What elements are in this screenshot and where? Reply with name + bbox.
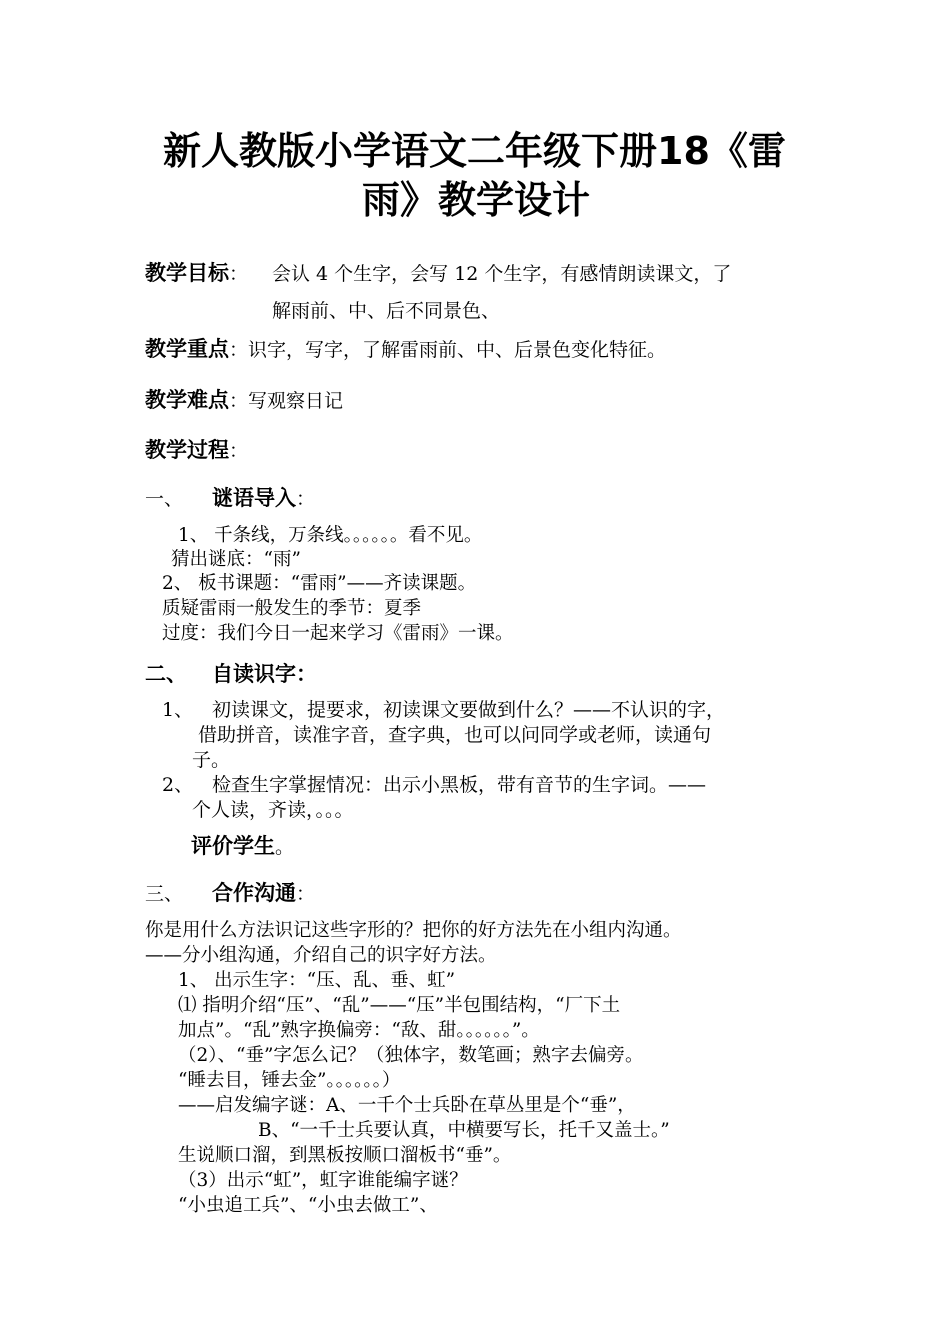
goals-text-line1: 会认 4 个生字，会写 12 个生字，有感情朗读课文，了 [272, 263, 732, 285]
section1-colon: ： [296, 488, 316, 510]
keypoints-text: ：识字，写字，了解雷雨前、中、后景色变化特征。 [229, 339, 667, 361]
section3-colon: ： [296, 883, 316, 905]
section1-heading [212, 488, 315, 509]
section2-title: 自读识字： [212, 662, 317, 686]
keypoints-row [145, 339, 666, 360]
doc-title-line2: 雨》教学设计 [362, 178, 591, 222]
section3-line: （3）出示“虹”，虹字谁能编字谜？ [178, 1170, 468, 1191]
section2-number: 二、 [145, 662, 187, 686]
difficulty-label: 教学难点 [145, 388, 229, 412]
section2-item1-line1: 初读课文，提要求，初读课文要做到什么？——不认识的字， [212, 699, 726, 721]
section2-evaluation [191, 836, 294, 857]
doc-title-line1: 新人教版小学语文二年级下册18《雷 [163, 129, 786, 173]
section3-line: 1、 出示生字：“压、乱、垂、虹” [178, 970, 456, 991]
section1-line: 过度：我们今日一起来学习《雷雨》一课。 [162, 623, 514, 644]
section3-line: “睡去目，锤去金”。。。。。。） [178, 1070, 401, 1091]
section3-line: ——启发编字谜：A、一千个士兵卧在草丛里是个“垂”， [178, 1095, 636, 1116]
process-colon: ： [229, 440, 249, 462]
section2-item1-number: 1、 [162, 699, 194, 721]
section1-title: 谜语导入 [212, 486, 296, 510]
section2-item2-line2: 个人读，齐读，。。。 [192, 799, 354, 821]
section2-item2-number: 2、 [162, 774, 194, 796]
section3-line: B、“一千士兵要认真，中横要写长，托千又盖士。” [258, 1120, 670, 1141]
section3-line: “小虫追工兵”、“小虫去做工”、 [178, 1195, 438, 1216]
section2-item2-line1: 检查生字掌握情况：出示小黑板，带有音节的生字词。—— [212, 774, 707, 796]
section1-number: 一、 [145, 488, 184, 510]
section3-heading [212, 883, 315, 904]
section1-line: 2、 板书课题：“雷雨”——齐读课题。 [162, 573, 477, 594]
section3-line: （2）、“垂”字怎么记？（独体字，数笔画；熟字去偏旁。 [178, 1045, 644, 1066]
section3-title: 合作沟通 [212, 881, 296, 905]
goals-colon: ： [229, 263, 249, 285]
evaluation-bold: 评价学生 [191, 834, 275, 858]
section1-line: 猜出谜底：“雨” [171, 549, 301, 570]
section1-line: 1、 千条线，万条线。。。。。。看不见。 [178, 525, 483, 546]
keypoints-label: 教学重点 [145, 337, 229, 361]
section3-line: 生说顺口溜，到黑板按顺口溜板书“垂”。 [178, 1145, 512, 1166]
goals-row [145, 263, 248, 284]
section2-item1-line3: 子。 [192, 749, 231, 771]
section1-line: 质疑雷雨一般发生的季节：夏季 [162, 598, 422, 619]
goals-label: 教学目标 [145, 261, 229, 285]
goals-text-line2: 解雨前、中、后不同景色、 [272, 300, 501, 322]
process-label: 教学过程 [145, 438, 229, 462]
section3-line: 你是用什么方法识记这些字形的？把你的好方法先在小组内沟通。 [145, 920, 682, 941]
difficulty-row [145, 390, 343, 411]
evaluation-end: 。 [275, 836, 295, 858]
section2-item1-line2: 借助拼音，读准字音，查字典，也可以问同学或老师，读通句 [198, 724, 712, 746]
section3-line: ⑴ 指明介绍“压”、“乱”——“压”半包围结构，“厂下土 [178, 995, 621, 1016]
difficulty-text: ：写观察日记 [229, 390, 344, 412]
section3-number: 三、 [145, 883, 184, 905]
process-row [145, 440, 248, 461]
section3-line: 加点”。“乱”熟字换偏旁：“敌、甜。。。。。。”。 [178, 1020, 540, 1041]
section3-line: ——分小组沟通，介绍自己的识字好方法。 [145, 945, 497, 966]
